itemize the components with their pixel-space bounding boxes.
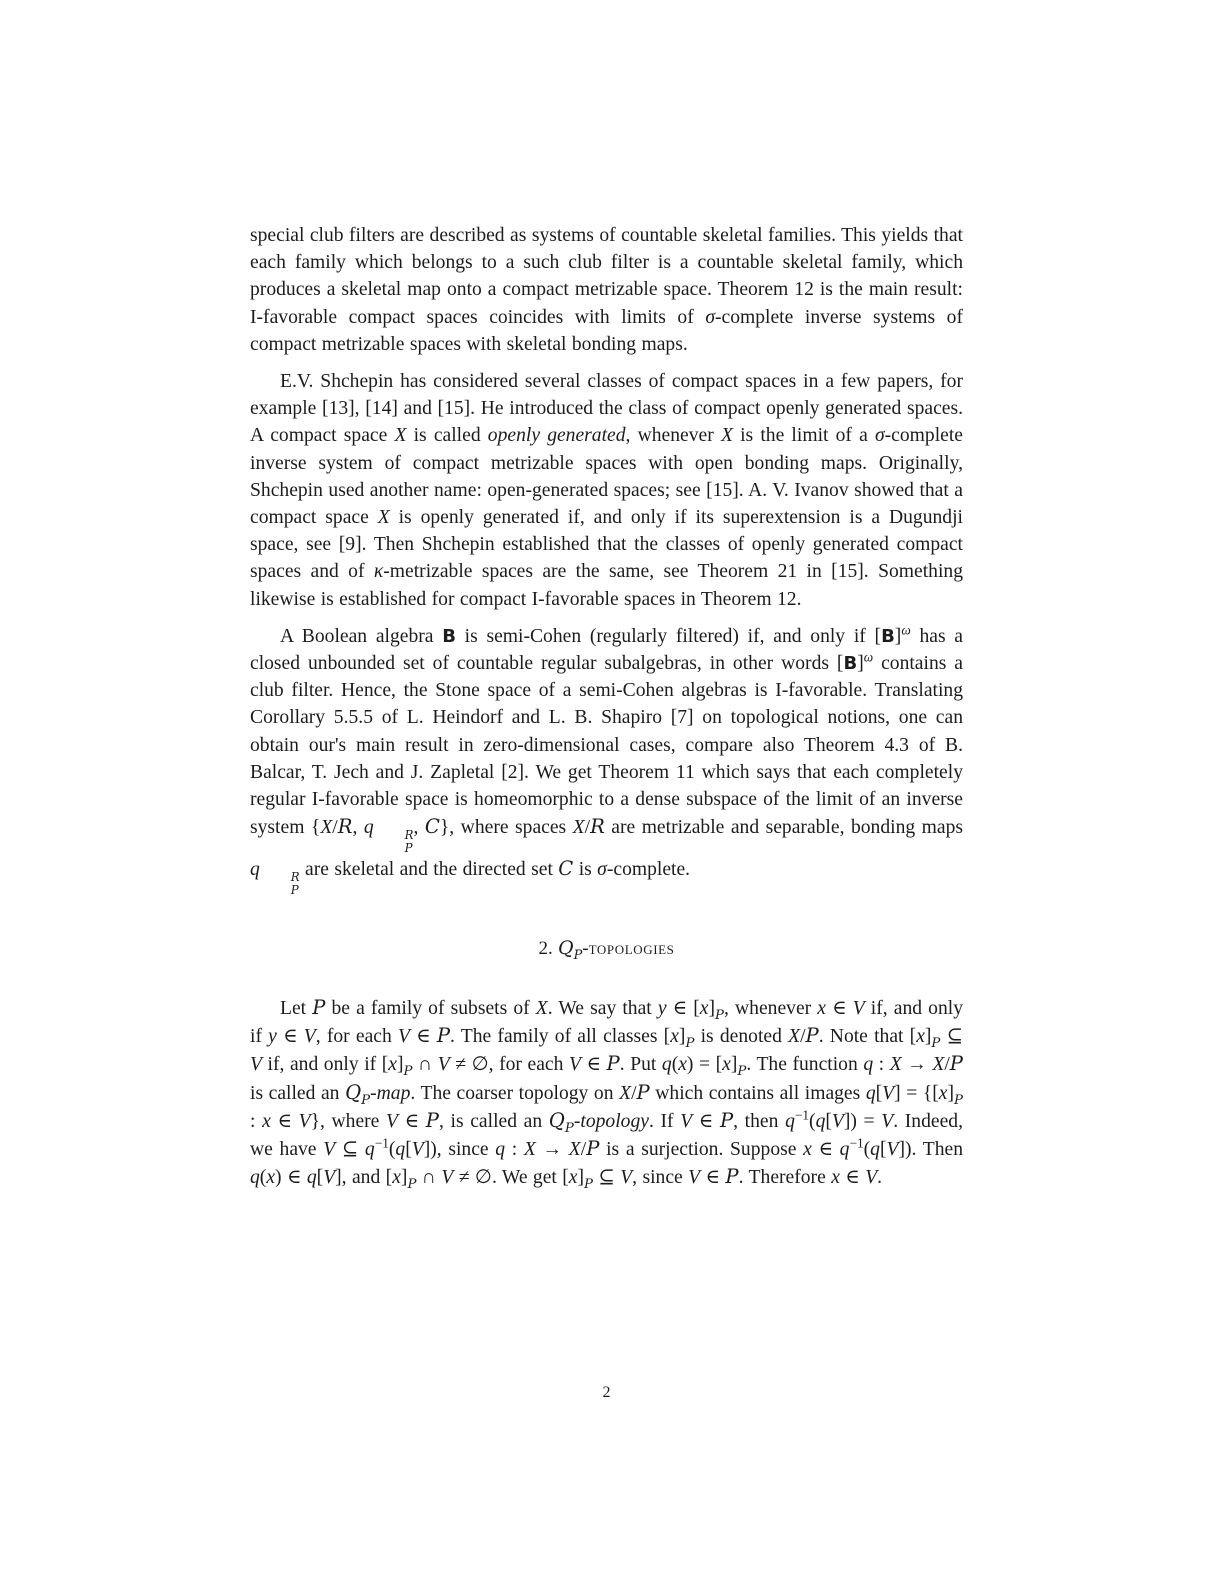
page-number: 2 <box>602 1384 611 1401</box>
paragraph-intro-continuation: special club filters are described as systems of countable skeletal families. This yields that each family which belongs to a such club filter is a countable skeletal family, which produces a skeletal map onto a compact metrizable space. Theorem 12 is the main result: I-favorable compact spaces coincides with limits of σ-complete inverse systems of compact metrizable spaces with skeletal bonding maps. <box>250 225 963 355</box>
section-heading: 2. $Q_P$-topologies <box>538 936 675 963</box>
text-column <box>250 222 963 1191</box>
paragraph-qp-topologies: Let P be a family of subsets of X. We say that y ∈ $[x]_P$, whenever x ∈ V if, and only if y ∈ V, for each V ∈ P. The family of all classes $[x]_P$ is denoted X/P. Note that $[x]_P$ ⊆ V if, and only if $[x]_P$ ∩ V ≠ ∅, for each V ∈ P. Put $q(x) = [x]_P$. The function q : X → X/P is called an $Q_P$-map. The coarser topology on X/P which contains all images $q[V] = \{[x]_P$ : x ∈ V}, where V ∈ P, is called an $Q_P$-topology. If V ∈ P, then $q^{-1}(q[V]) = V$. Indeed, we have V ⊆ $q^{-1}(q[V])$, since q : X → X/P is a surjection. Suppose x ∈ $q^{-1}(q[V])$. Then q(x) ∈ q[V], and $[x]_P$ ∩ V ≠ ∅. We get $[x]_P$ ⊆ V, since V ∈ P. Therefore x ∈ V. <box>250 995 964 1193</box>
paragraph-boolean-algebra: A Boolean algebra B is semi-Cohen (regularly filtered) if, and only if $[B]^\omega$ has a closed unbounded set of countable regular subalgebras, in other words $[B]^\omega$ contains a club filter. Hence, the Stone space of a semi-Cohen algebras is I-favorable. Translating Corollary 5.5.5 of L. Heindorf and L. B. Shapiro [7] on topological notions, one can obtain our's main result in zero-dimensional cases, compare also Theorem 4.3 of B. Balcar, T. Jech and J. Zapletal [2]. We get Theorem 11 which says that each completely regular I-favorable space is homeomorphic to a dense subspace of the limit of an inverse system {X/R, q R P , C}, where spaces X/R are metrizable and separable, bonding maps q R P are skeletal and the directed set C is σ-complete. <box>250 622 964 897</box>
paragraph-shchepin: E.V. Shchepin has considered several classes of compact spaces in a few papers, for example [13], [14] and [15]. He introduced the class of compact openly generated spaces. A compact space X is called openly generated, whenever X is the limit of a σ-complete inverse system of compact metrizable spaces with open bonding maps. Originally, Shchepin used another name: open-generated spaces; see [15]. A. V. Ivanov showed that a compact space X is openly generated if, and only if its superextension is a Dugundji space, see [9]. Then Shchepin established that the classes of openly generated compact spaces and of κ-metrizable spaces are the same, see Theorem 21 in [15]. Something likewise is established for compact I-favorable spaces in Theorem 12. <box>250 371 963 610</box>
